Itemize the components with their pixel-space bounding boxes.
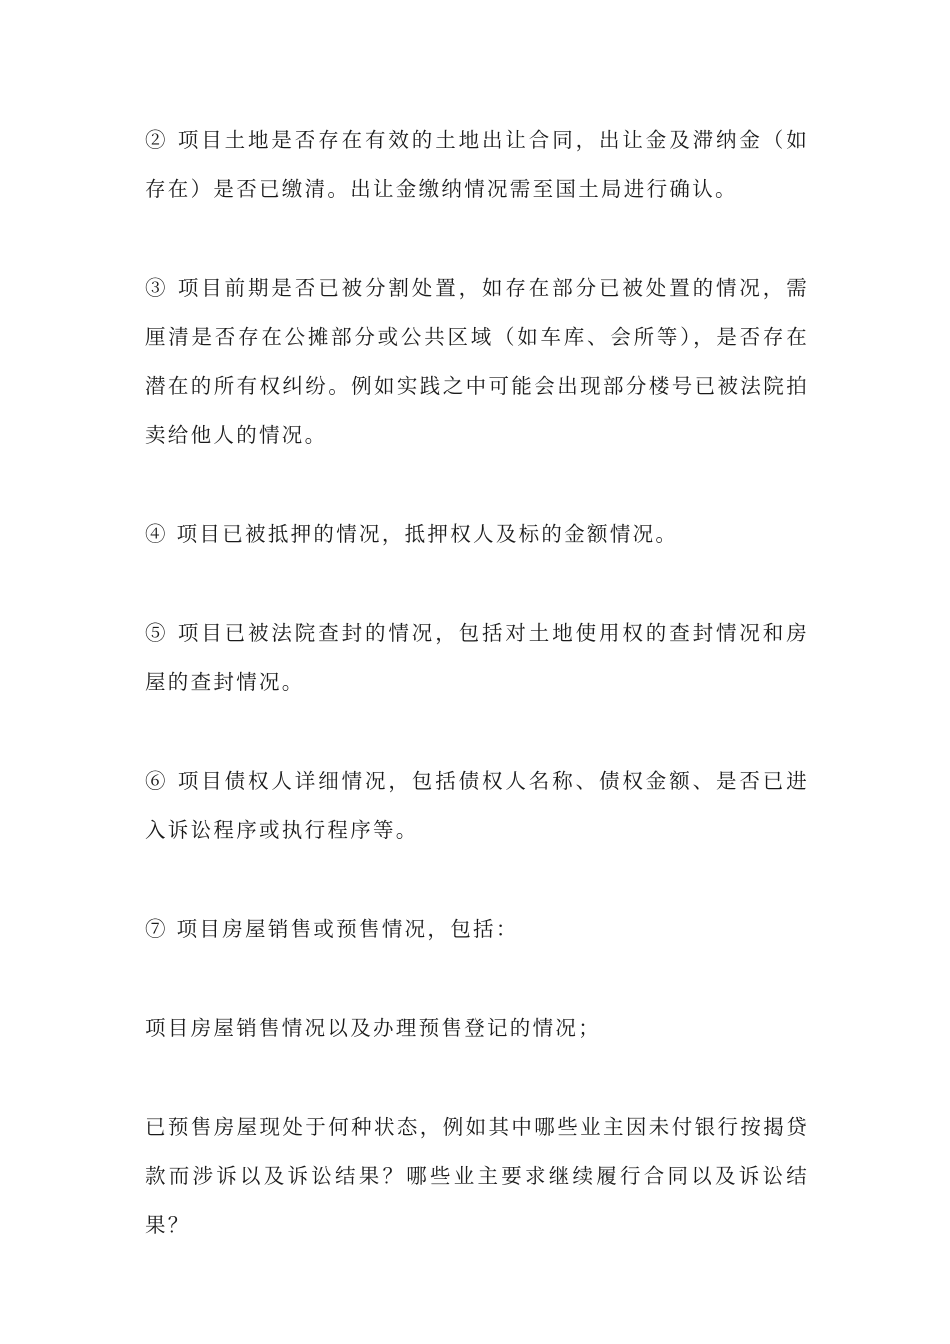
paragraph-item-3: ③ 项目前期是否已被分割处置，如存在部分已被处置的情况，需厘清是否存在公摊部分或公共区域（如车库、会所等），是否存在潜在的所有权纠纷。例如实践之中可能会出现部分楼号已被法院拍卖给他人的情况。 — [145, 276, 809, 447]
paragraph-item-7: ⑦ 项目房屋销售或预售情况，包括： — [145, 917, 519, 941]
paragraph-item-2: ② 项目土地是否存在有效的土地出让合同，出让金及滞纳金（如存在）是否已缴清。出让金缴纳情况需至国土局进行确认。 — [145, 128, 809, 201]
paragraph-sales-status: 项目房屋销售情况以及办理预售登记的情况； — [145, 1016, 601, 1040]
paragraph-presold-status: 已预售房屋现处于何种状态，例如其中哪些业主因未付银行按揭贷款而涉诉以及诉讼结果？哪些业主要求继续履行合同以及诉讼结果？ — [145, 1115, 809, 1237]
paragraph-item-4: ④ 项目已被抵押的情况，抵押权人及标的金额情况。 — [145, 522, 679, 546]
paragraph-item-5: ⑤ 项目已被法院查封的情况，包括对土地使用权的查封情况和房屋的查封情况。 — [145, 621, 809, 694]
paragraph-item-6: ⑥ 项目债权人详细情况，包括债权人名称、债权金额、是否已进入诉讼程序或执行程序等。 — [145, 769, 809, 842]
document-body — [145, 116, 809, 1250]
